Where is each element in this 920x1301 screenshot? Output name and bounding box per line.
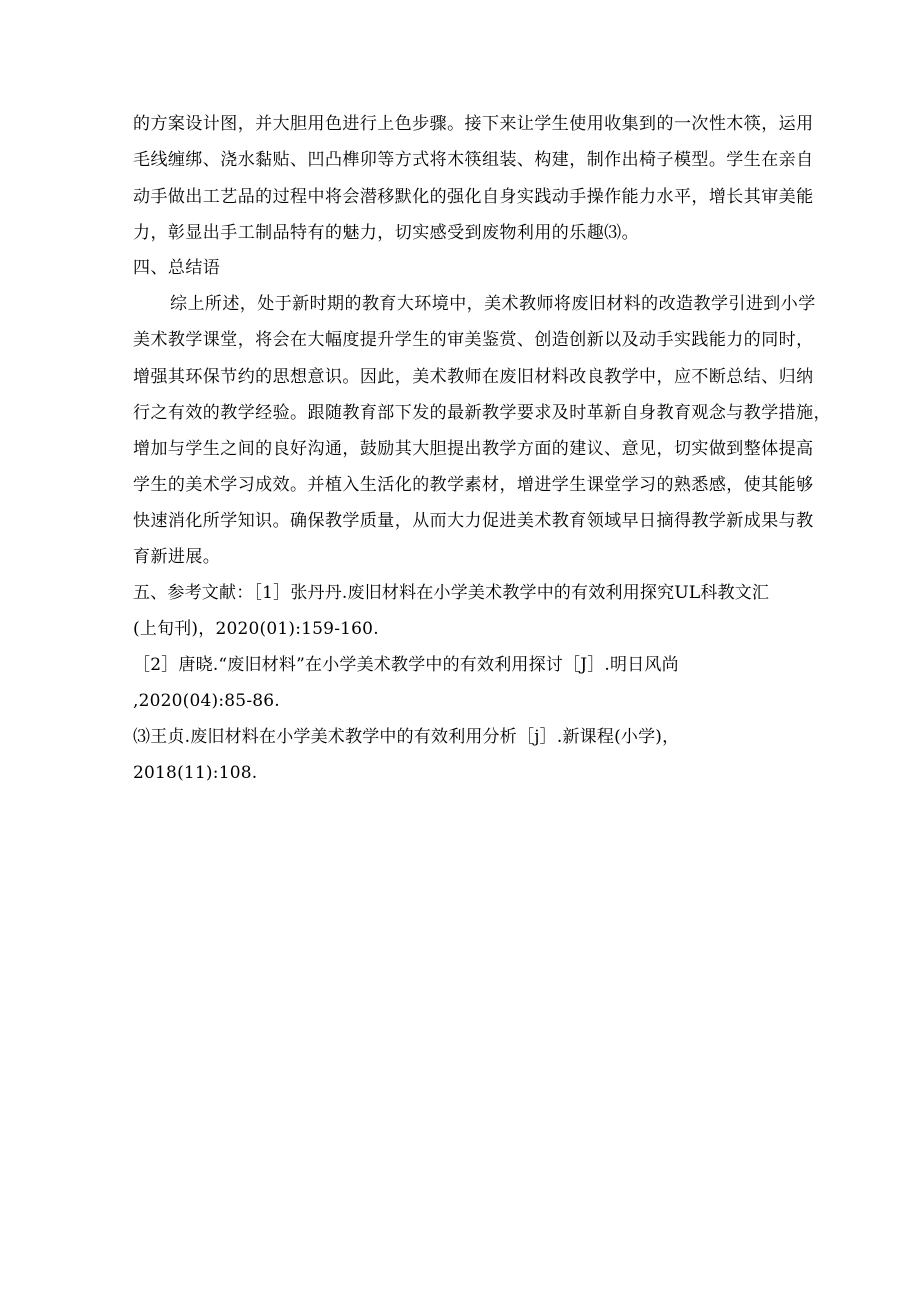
conclusion-line: 增强其环保节约的思想意识。因此，美术教师在废旧材料改良教学中，应不断总结、归纳 (133, 367, 814, 387)
conclusion-line: 快速消化所学知识。确保教学质量，从而大力促进美术教育领域早日摘得教学新成果与教 (133, 511, 814, 531)
paragraph-line: 动手做出工艺品的过程中将会潜移默化的强化自身实践动手操作能力水平，增长其审美能 (133, 187, 814, 207)
conclusion-line: 增加与学生之间的良好沟通，鼓励其大胆提出教学方面的建议、意见，切实做到整体提高 (133, 439, 814, 459)
conclusion-line: 行之有效的教学经验。跟随教育部下发的最新教学要求及时革新自身教育观念与教学措施， (133, 403, 831, 423)
reference-line: ［2］唐晓.“废旧材料”在小学美术教学中的有效利用探讨［J］.明日风尚 (133, 655, 679, 675)
reference-line: 五、参考文献：［1］张丹丹.废旧材料在小学美术教学中的有效利用探究UL科教文汇 (133, 583, 770, 603)
paragraph-line: 力，彰显出手工制品特有的魅力，切实感受到废物利用的乐趣⑶。 (133, 223, 640, 243)
paragraph-line: 的方案设计图，并大胆用色进行上色步骤。接下来让学生使用收集到的一次性木筷，运用 (133, 114, 814, 134)
reference-line: (上旬刊)，2020(01):159-160. (133, 619, 379, 639)
reference-line: ⑶王贞.废旧材料在小学美术教学中的有效利用分析［j］.新课程(小学)， (133, 727, 680, 747)
conclusion-line: 学生的美术学习成效。并植入生活化的教学素材，增进学生课堂学习的熟悉感，使其能够 (133, 475, 814, 495)
paragraph-line: 毛线缠绑、浇水黏贴、凹凸榫卯等方式将木筷组装、构建，制作出椅子模型。学生在亲自 (133, 150, 814, 170)
conclusion-line: 综上所述，处于新时期的教育大环境中，美术教师将废旧材料的改造教学引进到小学 (170, 294, 816, 314)
conclusion-line: 育新进展。 (133, 547, 221, 567)
section-heading: 四、总结语 (133, 258, 221, 278)
reference-line: 2018(11):108. (133, 763, 258, 783)
reference-line: ,2020(04):85-86. (133, 691, 280, 711)
conclusion-line: 美术教学课堂，将会在大幅度提升学生的审美鉴赏、创造创新以及动手实践能力的同时， (133, 330, 814, 350)
